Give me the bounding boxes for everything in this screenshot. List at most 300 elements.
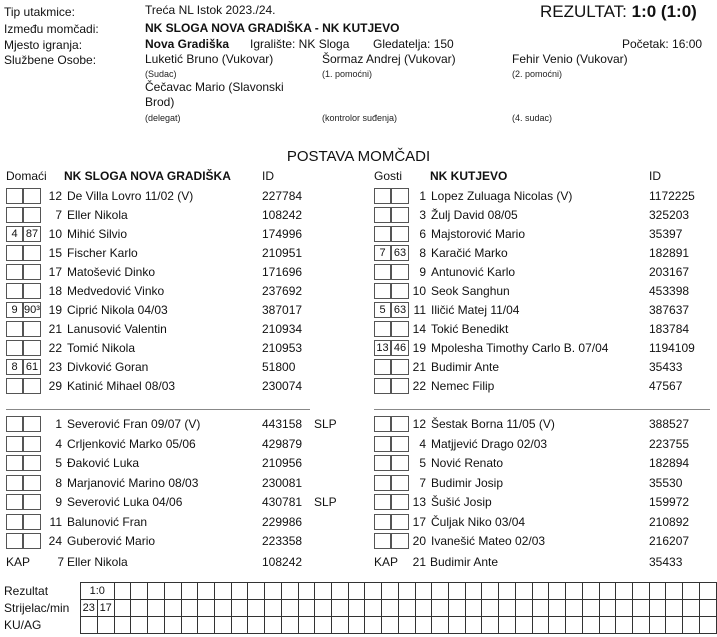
away-sub-number: 5 <box>419 456 426 470</box>
home-sub-minute: 90³ <box>24 304 40 316</box>
home-sub-minute <box>23 340 41 356</box>
home-team-name: NK SLOGA NOVA GRADIŠKA <box>64 169 231 183</box>
home-player-name: Mihić Silvio <box>67 227 128 241</box>
away-player-number: 14 <box>412 322 426 336</box>
ground-text: Igralište: NK Sloga <box>250 37 350 51</box>
result-row <box>4 583 717 600</box>
home-sub-in-number: 8 <box>6 359 23 375</box>
home-sub-minute <box>23 188 41 204</box>
home-sub-box <box>6 514 23 530</box>
home-player-number: 7 <box>55 208 62 222</box>
cards-row-cell <box>97 617 114 634</box>
away-sub-name: Nović Renato <box>431 456 504 470</box>
away-sub-box <box>391 436 409 452</box>
away-player-id: 1194109 <box>649 341 695 355</box>
away-sub-row <box>374 454 714 473</box>
cards-row-cell <box>248 617 265 634</box>
away-sub-box <box>391 475 409 491</box>
away-sub-minute: 46 <box>391 340 409 356</box>
away-starter-row <box>374 301 714 320</box>
away-captain-row <box>374 553 714 572</box>
result-row-cell <box>298 583 315 600</box>
result-row-cell <box>114 583 131 600</box>
away-player-number: 9 <box>419 265 426 279</box>
away-player-number: 3 <box>419 208 426 222</box>
home-side-label: Domaći <box>6 169 47 183</box>
home-player-id: 210934 <box>262 322 303 336</box>
away-sub-row <box>374 474 714 493</box>
match-type-label: Tip utakmice: <box>4 5 75 19</box>
home-sub-box <box>23 533 41 549</box>
cards-row-cell <box>499 617 516 634</box>
home-sub-box <box>6 533 23 549</box>
cards-row-cell <box>348 617 365 634</box>
home-player-id: 210953 <box>262 341 303 355</box>
home-player-id: 171696 <box>262 265 303 279</box>
cards-row <box>4 617 717 634</box>
scorer-row-cell <box>298 600 315 617</box>
home-starter-row <box>6 225 346 244</box>
home-player-id: 227784 <box>262 189 303 203</box>
cards-row-cell <box>164 617 181 634</box>
cards-row-cell <box>449 617 466 634</box>
away-sub-id: 223755 <box>649 436 690 451</box>
home-sub-minute <box>23 321 41 337</box>
result-row-cell <box>566 583 583 600</box>
away-captain-name: Budimir Ante <box>430 555 499 569</box>
home-player-number: 15 <box>48 246 62 260</box>
home-id-label: ID <box>262 169 274 183</box>
cards-row-cell <box>80 617 97 634</box>
home-player-name: De Villa Lovro 11/02 (V) <box>67 189 194 203</box>
away-player-name: Karačić Marko <box>431 246 508 260</box>
home-player-number: 17 <box>48 265 62 279</box>
home-sub-id: 429879 <box>262 436 303 451</box>
result-row-cell <box>532 583 549 600</box>
scorer-row-cell <box>683 600 700 617</box>
result-row-cell <box>281 583 298 600</box>
competition-name: Treća NL Istok 2023./24. <box>145 3 276 17</box>
scorer-row-cell <box>649 600 666 617</box>
away-sub-minute <box>391 226 409 242</box>
home-captain-id: 108242 <box>262 555 303 569</box>
cards-row-cell <box>231 617 248 634</box>
away-sub-row <box>374 532 714 551</box>
away-starter-row <box>374 225 714 244</box>
away-sub-name: Budimir Josip <box>431 475 504 490</box>
cards-row-cell <box>465 617 482 634</box>
home-sub-note: SLP <box>314 417 337 431</box>
home-sub-note: SLP <box>314 495 337 509</box>
assistant1-name: Šormaz Andrej (Vukovar) <box>322 52 456 66</box>
result-row-cell <box>398 583 415 600</box>
home-sub-box <box>23 514 41 530</box>
result-row-cell <box>415 583 432 600</box>
away-sub-minute <box>391 378 409 394</box>
away-player-name: Majstorović Mario <box>431 227 526 241</box>
away-sub-in-number <box>374 226 391 242</box>
away-sub-name: Šestak Borna 11/05 (V) <box>431 417 555 431</box>
cards-row-label: KU/AG <box>4 618 42 632</box>
venue-label: Mjesto igranja: <box>4 38 83 52</box>
away-sub-minute <box>391 359 409 375</box>
scorer-row-cell <box>198 600 215 617</box>
away-sub-id: 159972 <box>649 495 690 509</box>
away-starter-row <box>374 377 714 396</box>
home-sub-minute <box>23 264 41 280</box>
result-row-cell <box>649 583 666 600</box>
result-row-cell <box>683 583 700 600</box>
away-starter-row <box>374 358 714 377</box>
referee-role: (Sudac) <box>145 69 177 79</box>
away-captain-id: 35433 <box>649 555 683 569</box>
result-row-cell <box>465 583 482 600</box>
away-player-number: 1 <box>419 189 426 203</box>
away-sub-number: 7 <box>419 475 426 490</box>
away-player-id: 1172225 <box>649 189 695 203</box>
scorer-row <box>4 600 717 617</box>
scorer-row-cell <box>515 600 532 617</box>
result-row-cell <box>515 583 532 600</box>
home-starter-row <box>6 301 346 320</box>
home-sub-in-number <box>6 264 23 280</box>
result-row-cell <box>164 583 181 600</box>
controller-role: (kontrolor suđenja) <box>322 113 398 123</box>
cards-row-cell <box>298 617 315 634</box>
away-sub-name: Čuljak Niko 03/04 <box>431 514 526 529</box>
away-sub-row <box>374 513 714 532</box>
result-value: 1:0 (1:0) <box>631 2 697 21</box>
cards-row-cell <box>315 617 332 634</box>
home-sub-in-number <box>6 378 23 394</box>
home-sub-minute: 61 <box>23 359 41 375</box>
away-sub-box <box>374 494 391 510</box>
cards-row-cell <box>281 617 298 634</box>
away-sub-box <box>374 436 391 452</box>
home-sub-minute <box>23 378 41 394</box>
home-player-number: 10 <box>48 227 62 241</box>
scorer-row-cell <box>582 600 599 617</box>
scorer-row-cell <box>549 600 566 617</box>
home-captain-row <box>6 553 366 572</box>
home-sub-number: 24 <box>48 534 62 548</box>
teams-label: Između momčadi: <box>4 22 99 36</box>
away-sub-box <box>391 416 409 432</box>
scorer-row-value: 17 <box>97 600 114 617</box>
home-player-id: 387017 <box>262 303 303 317</box>
away-player-number: 19 <box>412 341 426 355</box>
away-sub-number: 17 <box>412 514 426 529</box>
away-sub-box <box>391 455 409 471</box>
scorer-row-cell <box>181 600 198 617</box>
home-sub-box <box>23 494 41 510</box>
home-sub-name: Severović Fran 09/07 (V) <box>67 417 201 431</box>
home-sub-row <box>6 435 346 454</box>
away-player-name: Nemec Filip <box>431 379 495 393</box>
result-row-cell <box>449 583 466 600</box>
away-sub-id: 35530 <box>649 475 683 490</box>
away-sub-minute: 63 <box>391 245 409 261</box>
home-sub-number: 4 <box>55 436 62 451</box>
home-player-id: 237692 <box>262 284 303 298</box>
result-row-cell <box>432 583 449 600</box>
away-sub-minute: 63 <box>391 302 409 318</box>
home-starter-row <box>6 206 346 225</box>
result-row-cell <box>699 583 716 600</box>
away-sub-name: Šušić Josip <box>431 495 492 509</box>
result-label: REZULTAT: <box>540 2 627 21</box>
away-side-label: Gosti <box>374 169 403 183</box>
cards-row-cell <box>332 617 349 634</box>
away-sub-in-number <box>374 207 391 223</box>
start-time: Početak: 16:00 <box>622 37 703 51</box>
scorer-row-cell <box>148 600 165 617</box>
result-row-cell <box>198 583 215 600</box>
away-player-number: 8 <box>419 246 426 260</box>
scorer-row-cell <box>332 600 349 617</box>
lineup-title: POSTAVA MOMČADI <box>286 148 431 165</box>
scorer-row-cell <box>365 600 382 617</box>
result-row-cell <box>382 583 399 600</box>
away-player-name: Seok Sanghun <box>431 284 510 298</box>
scorer-row-cell <box>114 600 131 617</box>
cards-row-cell <box>432 617 449 634</box>
away-sub-number: 4 <box>419 436 426 451</box>
away-player-number: 6 <box>419 227 426 241</box>
away-starter-row <box>374 263 714 282</box>
away-sub-box <box>391 533 409 549</box>
home-player-number: 12 <box>48 189 62 203</box>
home-sub-row <box>6 415 346 434</box>
away-player-number: 22 <box>412 379 426 393</box>
away-sub-box <box>374 475 391 491</box>
scorer-row-cell <box>382 600 399 617</box>
cards-row-cell <box>632 617 649 634</box>
home-sub-id: 229986 <box>262 514 303 529</box>
home-sub-box <box>6 436 23 452</box>
away-sub-number: 13 <box>412 495 426 509</box>
away-player-id: 203167 <box>649 265 690 279</box>
home-sub-minute <box>23 207 41 223</box>
home-sub-number: 1 <box>55 417 62 431</box>
home-starter-row <box>6 358 346 377</box>
cards-row-cell <box>616 617 633 634</box>
home-sub-name: Marjanović Marino 08/03 <box>67 475 199 490</box>
cards-row-cell <box>532 617 549 634</box>
home-player-name: Eller Nikola <box>67 208 128 222</box>
away-player-id: 35397 <box>649 227 683 241</box>
result-row-value: 1:0 <box>80 583 114 600</box>
home-sub-id: 230081 <box>262 475 303 490</box>
away-sub-in-number <box>374 359 391 375</box>
scorer-row-cell <box>415 600 432 617</box>
away-player-number: 21 <box>412 360 426 374</box>
delegate-role: (delegat) <box>145 113 181 123</box>
home-player-number: 22 <box>48 341 62 355</box>
away-sub-in-number: 7 <box>374 245 391 261</box>
cards-row-cell <box>131 617 148 634</box>
scorer-row-cell <box>465 600 482 617</box>
events-grid <box>4 582 717 634</box>
result-header <box>540 2 697 22</box>
home-sub-box <box>23 455 41 471</box>
away-sub-in-number <box>374 378 391 394</box>
scorer-row-cell <box>499 600 516 617</box>
away-sub-id: 216207 <box>649 534 690 548</box>
home-starter-row <box>6 263 346 282</box>
away-sub-box <box>374 514 391 530</box>
home-player-number: 21 <box>48 322 62 336</box>
home-player-name: Fischer Karlo <box>67 246 138 260</box>
assistant2-role: (2. pomoćni) <box>512 69 563 79</box>
away-sub-minute <box>391 264 409 280</box>
scorer-row-cell <box>616 600 633 617</box>
result-row-cell <box>616 583 633 600</box>
home-sub-name: Crljenković Marko 05/06 <box>67 436 196 451</box>
away-player-id: 35433 <box>649 360 683 374</box>
away-player-name: Lopez Zuluaga Nicolas (V) <box>431 189 573 203</box>
away-sub-number: 12 <box>412 417 426 431</box>
cards-row-cell <box>114 617 131 634</box>
result-row-cell <box>148 583 165 600</box>
result-row-cell <box>482 583 499 600</box>
away-sub-minute <box>391 283 409 299</box>
away-captain-label: KAP <box>374 555 399 569</box>
cards-row-cell <box>549 617 566 634</box>
home-captain-label: KAP <box>6 555 31 569</box>
home-sub-in-number <box>6 245 23 261</box>
home-sub-minute <box>23 283 41 299</box>
home-sub-box <box>6 416 23 432</box>
result-row-cell <box>214 583 231 600</box>
home-sub-box <box>6 494 23 510</box>
away-sub-name: Matjjević Drago 02/03 <box>431 436 548 451</box>
home-player-name: Matošević Dinko <box>67 265 156 279</box>
cards-row-cell <box>181 617 198 634</box>
scorer-row-cell <box>315 600 332 617</box>
home-player-id: 108242 <box>262 208 303 222</box>
spectators-text: Gledatelja: 150 <box>373 37 454 51</box>
away-player-name: Žulj David 08/05 <box>431 208 518 222</box>
home-sub-in-number <box>6 207 23 223</box>
result-row-cell <box>248 583 265 600</box>
home-sub-box <box>23 475 41 491</box>
result-row-cell <box>265 583 282 600</box>
result-row-cell <box>181 583 198 600</box>
home-sub-name: Đaković Luka <box>67 456 140 470</box>
assistant2-name: Fehir Venio (Vukovar) <box>512 52 628 66</box>
scorer-row-label: Strijelac/min <box>4 601 70 615</box>
away-sub-in-number <box>374 283 391 299</box>
scorer-row-cell <box>214 600 231 617</box>
assistant1-role: (1. pomoćni) <box>322 69 373 79</box>
home-sub-minute <box>23 245 41 261</box>
scorer-row-cell <box>699 600 716 617</box>
away-player-name: Antunović Karlo <box>431 265 516 279</box>
home-sub-row <box>6 454 346 473</box>
scorer-row-cell <box>432 600 449 617</box>
home-sub-in-number: 4 <box>6 226 23 242</box>
home-player-name: Lanusović Valentin <box>67 322 167 336</box>
home-sub-row <box>6 513 346 532</box>
away-player-name: Mpolesha Timothy Carlo B. 07/04 <box>431 341 609 355</box>
away-sub-box <box>391 494 409 510</box>
away-sub-minute <box>391 188 409 204</box>
result-row-cell <box>499 583 516 600</box>
venue-value: Nova Gradiška <box>145 37 230 51</box>
away-player-id: 453398 <box>649 284 690 298</box>
cards-row-cell <box>415 617 432 634</box>
home-player-name: Katinić Mihael 08/03 <box>67 379 176 393</box>
scorer-row-cell <box>231 600 248 617</box>
home-starter-row <box>6 320 346 339</box>
delegate-name-line2: Brod) <box>145 95 175 109</box>
away-player-id: 387637 <box>649 303 690 317</box>
cards-row-cell <box>599 617 616 634</box>
home-player-name: Tomić Nikola <box>67 341 136 355</box>
cards-row-cell <box>148 617 165 634</box>
away-sub-in-number <box>374 188 391 204</box>
scorer-row-cell <box>482 600 499 617</box>
cards-row-cell <box>214 617 231 634</box>
cards-row-cell <box>382 617 399 634</box>
away-starter-row <box>374 282 714 301</box>
result-row-cell <box>582 583 599 600</box>
away-starter-row <box>374 206 714 225</box>
away-player-number: 11 <box>413 303 426 317</box>
cards-row-cell <box>482 617 499 634</box>
home-starter-row <box>6 244 346 263</box>
away-starter-row <box>374 339 714 358</box>
home-starter-row <box>6 377 346 396</box>
home-sub-id: 223358 <box>262 534 303 548</box>
away-sub-row <box>374 493 714 512</box>
away-captain-number: 21 <box>412 555 426 569</box>
away-player-name: Tokić Benedikt <box>431 322 509 336</box>
scorer-row-cell <box>248 600 265 617</box>
scorer-row-cell <box>449 600 466 617</box>
cards-row-cell <box>198 617 215 634</box>
away-sub-row <box>374 415 714 434</box>
home-player-number: 23 <box>48 360 62 374</box>
cards-row-cell <box>582 617 599 634</box>
away-sub-id: 182894 <box>649 456 690 470</box>
home-sub-box <box>23 436 41 452</box>
home-sub-minute: 87 <box>23 226 41 242</box>
scorer-row-cell <box>566 600 583 617</box>
home-sub-in-number <box>6 283 23 299</box>
result-row-cell <box>666 583 683 600</box>
scorer-row-cell <box>348 600 365 617</box>
away-player-id: 47567 <box>649 379 683 393</box>
home-sub-name: Balunović Fran <box>67 514 148 529</box>
away-player-name: Iličić Matej 11/04 <box>431 303 520 317</box>
away-sub-in-number: 5 <box>374 302 391 318</box>
result-row-label: Rezultat <box>4 584 49 598</box>
home-player-id: 210951 <box>262 246 303 260</box>
fourth-official-role: (4. sudac) <box>512 113 553 123</box>
home-sub-number: 8 <box>55 475 62 490</box>
away-player-name: Budimir Ante <box>431 360 500 374</box>
away-sub-box <box>374 416 391 432</box>
away-player-number: 10 <box>412 284 426 298</box>
delegate-name-line1: Čečavac Mario (Slavonski <box>145 80 284 94</box>
cards-row-cell <box>515 617 532 634</box>
home-sub-in-number: 9 <box>6 302 23 318</box>
scorer-row-cell <box>532 600 549 617</box>
home-sub-box <box>6 475 23 491</box>
home-sub-box <box>23 416 41 432</box>
